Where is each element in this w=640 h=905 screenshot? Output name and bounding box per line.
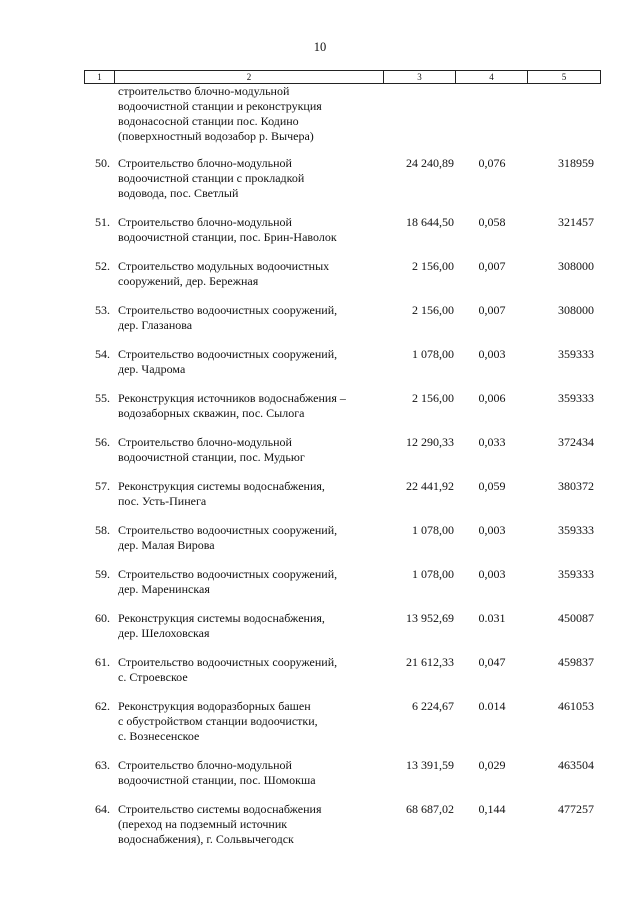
row-value: 461053: [558, 699, 594, 713]
continued-row-text: [118, 84, 388, 144]
row-rate: 0,003: [478, 567, 506, 581]
row-cost: 18 644,50: [406, 215, 454, 229]
row-name-line: с. Строевское: [118, 670, 188, 684]
row-number: 62.: [95, 699, 110, 713]
page-number: 10: [313, 40, 327, 54]
row-name: [114, 611, 384, 641]
row-value: 372434: [558, 435, 594, 449]
row-name: [114, 215, 384, 245]
continued-line: водоочистной станции и реконструкция: [118, 99, 322, 113]
row-rate: 0,033: [478, 435, 506, 449]
table-row: [84, 391, 604, 421]
row-number: 56.: [95, 435, 110, 449]
row-number: 50.: [95, 156, 110, 170]
row-name: [114, 802, 384, 847]
row-name: [114, 567, 384, 597]
row-name-line: Строительство блочно-модульной: [118, 215, 292, 229]
table-body: [84, 156, 604, 861]
row-name-line: дер. Шелоховская: [118, 626, 210, 640]
row-value: 477257: [558, 802, 594, 816]
row-name-line: Реконструкция водоразборных башен: [118, 699, 311, 713]
table-row: [84, 758, 604, 788]
row-name-line: с. Вознесенское: [118, 729, 200, 743]
row-name-line: Строительство водоочистных сооружений,: [118, 655, 338, 669]
row-number: 64.: [95, 802, 110, 816]
row-name: [114, 347, 384, 377]
row-name-line: пос. Усть-Пинега: [118, 494, 207, 508]
table-row: [84, 347, 604, 377]
row-name-line: Строительство водоочистных сооружений,: [118, 303, 338, 317]
row-rate: 0,007: [478, 303, 506, 317]
row-number: 58.: [95, 523, 110, 537]
row-number: 59.: [95, 567, 110, 581]
row-name-line: Строительство блочно-модульной: [118, 435, 292, 449]
table-row: [84, 156, 604, 201]
row-name-line: (переход на подземный источник: [118, 817, 288, 831]
row-name-line: дер. Чадрома: [118, 362, 186, 376]
row-value: 359333: [558, 347, 594, 361]
row-rate: 0,003: [478, 523, 506, 537]
row-cost: 22 441,92: [406, 479, 454, 493]
row-value: 308000: [558, 259, 594, 273]
row-name-line: Строительство блочно-модульной: [118, 758, 292, 772]
row-cost: 2 156,00: [412, 259, 454, 273]
row-value: 459837: [558, 655, 594, 669]
table-row: [84, 259, 604, 289]
column-header-1: 1: [85, 71, 115, 83]
row-cost: 68 687,02: [406, 802, 454, 816]
row-name-line: Строительство водоочистных сооружений,: [118, 347, 338, 361]
row-name: [114, 699, 384, 744]
row-rate: 0,029: [478, 758, 506, 772]
row-number: 57.: [95, 479, 110, 493]
column-header-3: 3: [384, 71, 456, 83]
row-cost: 13 391,59: [406, 758, 454, 772]
row-name: [114, 435, 384, 465]
row-rate: 0,003: [478, 347, 506, 361]
row-name-line: дер. Маренинская: [118, 582, 210, 596]
row-number: 54.: [95, 347, 110, 361]
column-header-5: 5: [561, 72, 567, 82]
row-name: [114, 523, 384, 553]
row-name-line: Строительство водоочистных сооружений,: [118, 523, 338, 537]
continued-line: водонасосной станции пос. Кодино: [118, 114, 299, 128]
row-number: 63.: [95, 758, 110, 772]
row-rate: 0.031: [478, 611, 506, 625]
row-rate: 0,076: [478, 156, 506, 170]
table-row: [84, 655, 604, 685]
row-name: [114, 655, 384, 685]
table-column-header: [84, 70, 601, 84]
column-header-2: 2: [115, 71, 384, 83]
row-name-line: водоочистной станции, пос. Брин-Наволок: [118, 230, 337, 244]
row-value: 359333: [558, 567, 594, 581]
table-row: [84, 479, 604, 509]
row-rate: 0,047: [478, 655, 506, 669]
row-cost: 2 156,00: [412, 303, 454, 317]
table-row: [84, 802, 604, 847]
table-row: [84, 567, 604, 597]
row-rate: 0,144: [478, 802, 506, 816]
row-name-line: водозаборных скважин, пос. Сылога: [118, 406, 305, 420]
row-cost: 6 224,67: [412, 699, 454, 713]
row-value: 318959: [558, 156, 594, 170]
table-row: [84, 215, 604, 245]
row-name-line: дер. Малая Вирова: [118, 538, 215, 552]
continued-line: (поверхностный водозабор р. Вычера): [118, 129, 314, 143]
row-name: [114, 479, 384, 509]
row-name-line: Строительство блочно-модульной: [118, 156, 292, 170]
row-cost: 1 078,00: [412, 523, 454, 537]
row-name-line: с обустройством станции водоочистки,: [118, 714, 318, 728]
row-name-line: Реконструкция системы водоснабжения,: [118, 611, 325, 625]
row-rate: 0,059: [478, 479, 506, 493]
row-value: 359333: [558, 523, 594, 537]
row-name-line: Реконструкция источников водоснабжения –: [118, 391, 346, 405]
row-value: 450087: [558, 611, 594, 625]
row-name: [114, 391, 384, 421]
table-row: [84, 699, 604, 744]
table-row: [84, 435, 604, 465]
row-name-line: дер. Глазанова: [118, 318, 193, 332]
column-header-4: 4: [456, 71, 528, 83]
row-name-line: сооружений, дер. Бережная: [118, 274, 259, 288]
table-row: [84, 303, 604, 333]
row-name-line: Реконструкция системы водоснабжения,: [118, 479, 325, 493]
row-number: 55.: [95, 391, 110, 405]
row-value: 380372: [558, 479, 594, 493]
row-rate: 0,006: [478, 391, 506, 405]
row-value: 463504: [558, 758, 594, 772]
row-name-line: Строительство водоочистных сооружений,: [118, 567, 338, 581]
row-cost: 21 612,33: [406, 655, 454, 669]
row-name-line: водоочистной станции, пос. Шомокша: [118, 773, 316, 787]
row-cost: 12 290,33: [406, 435, 454, 449]
row-value: 321457: [558, 215, 594, 229]
row-number: 61.: [95, 655, 110, 669]
row-cost: 1 078,00: [412, 567, 454, 581]
row-name: [114, 303, 384, 333]
row-name-line: водовода, пос. Светлый: [118, 186, 239, 200]
row-value: 359333: [558, 391, 594, 405]
row-name-line: водоочистной станции, пос. Мудьюг: [118, 450, 305, 464]
row-value: 308000: [558, 303, 594, 317]
row-cost: 2 156,00: [412, 391, 454, 405]
row-name: [114, 156, 384, 201]
row-rate: 0,007: [478, 259, 506, 273]
row-name-line: водоочистной станции с прокладкой: [118, 171, 305, 185]
row-cost: 1 078,00: [412, 347, 454, 361]
continued-line: строительство блочно-модульной: [118, 84, 290, 98]
row-cost: 13 952,69: [406, 611, 454, 625]
row-name: [114, 259, 384, 289]
row-rate: 0,058: [478, 215, 506, 229]
row-name-line: водоснабжения), г. Сольвычегодск: [118, 832, 294, 846]
row-name: [114, 758, 384, 788]
row-number: 53.: [95, 303, 110, 317]
row-name-line: Строительство модульных водоочистных: [118, 259, 330, 273]
row-name-line: Строительство системы водоснабжения: [118, 802, 322, 816]
row-number: 51.: [95, 215, 110, 229]
table-row: [84, 611, 604, 641]
row-number: 60.: [95, 611, 110, 625]
row-cost: 24 240,89: [406, 156, 454, 170]
row-rate: 0.014: [478, 699, 506, 713]
row-number: 52.: [95, 259, 110, 273]
table-row: [84, 523, 604, 553]
